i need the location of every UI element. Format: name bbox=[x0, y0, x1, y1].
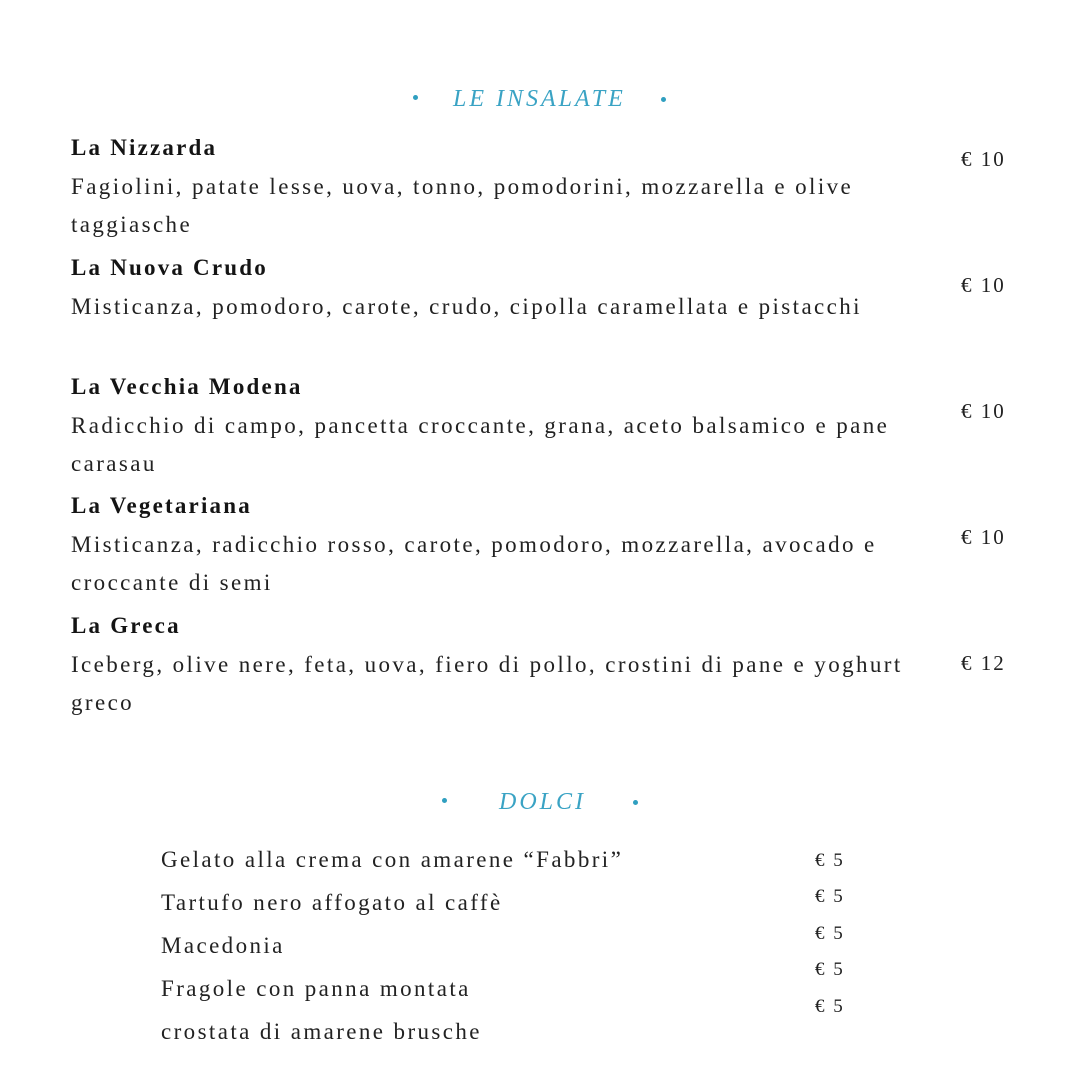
menu-item-description: Misticanza, radicchio rosso, carote, pomodoro, mozzarella, avocado e croccante di semi bbox=[71, 532, 877, 595]
desserts-section-header bbox=[0, 787, 1080, 817]
menu-item bbox=[71, 134, 911, 244]
menu-item-name: La Vecchia Modena bbox=[71, 374, 303, 399]
menu-item bbox=[71, 612, 911, 722]
right-bullet-dot-icon bbox=[661, 97, 666, 102]
dessert-item-price: € 5 bbox=[815, 850, 845, 871]
menu-item bbox=[71, 254, 911, 326]
dessert-item-price: € 5 bbox=[815, 923, 845, 944]
menu-item-price: € 10 bbox=[961, 273, 1006, 297]
menu-item-price: € 12 bbox=[961, 651, 1006, 675]
menu-item-description: Misticanza, pomodoro, carote, crudo, cipolla caramellata e pistacchi bbox=[71, 294, 862, 319]
menu-item-name: La Greca bbox=[71, 613, 181, 638]
menu-item bbox=[71, 492, 911, 602]
menu-item-price: € 10 bbox=[961, 525, 1006, 549]
right-bullet-dot-icon bbox=[633, 800, 638, 805]
menu-item bbox=[71, 373, 921, 483]
menu-item-description: Radicchio di campo, pancetta croccante, grana, aceto balsamico e pane carasau bbox=[71, 413, 890, 476]
dessert-item-price: € 5 bbox=[815, 996, 845, 1017]
salads-section-header bbox=[0, 84, 1080, 114]
menu-item-name: La Nuova Crudo bbox=[71, 255, 268, 280]
menu-item-description: Fagiolini, patate lesse, uova, tonno, pomodorini, mozzarella e olive taggiasche bbox=[71, 174, 854, 237]
menu-item-name: La Vegetariana bbox=[71, 493, 252, 518]
dessert-item-name: Tartufo nero affogato al caffè bbox=[161, 890, 503, 915]
dessert-item-name: Gelato alla crema con amarene “Fabbri” bbox=[161, 847, 624, 872]
left-bullet-dot-icon bbox=[413, 95, 418, 100]
menu-item-price: € 10 bbox=[961, 399, 1006, 423]
dessert-item-name: Macedonia bbox=[161, 933, 285, 958]
left-bullet-dot-icon bbox=[442, 798, 447, 803]
menu-item-name: La Nizzarda bbox=[71, 135, 218, 160]
menu-item-price: € 10 bbox=[961, 147, 1006, 171]
dessert-item-price: € 5 bbox=[815, 886, 845, 907]
dessert-item-name: Fragole con panna montata bbox=[161, 976, 471, 1001]
menu-item-description: Iceberg, olive nere, feta, uova, fiero di pollo, crostini di pane e yoghurt greco bbox=[71, 652, 903, 715]
salads-section-title: LE INSALATE bbox=[453, 86, 626, 112]
dessert-item-name: crostata di amarene brusche bbox=[161, 1019, 482, 1044]
dessert-item-price: € 5 bbox=[815, 959, 845, 980]
desserts-section-title: DOLCI bbox=[499, 789, 587, 815]
